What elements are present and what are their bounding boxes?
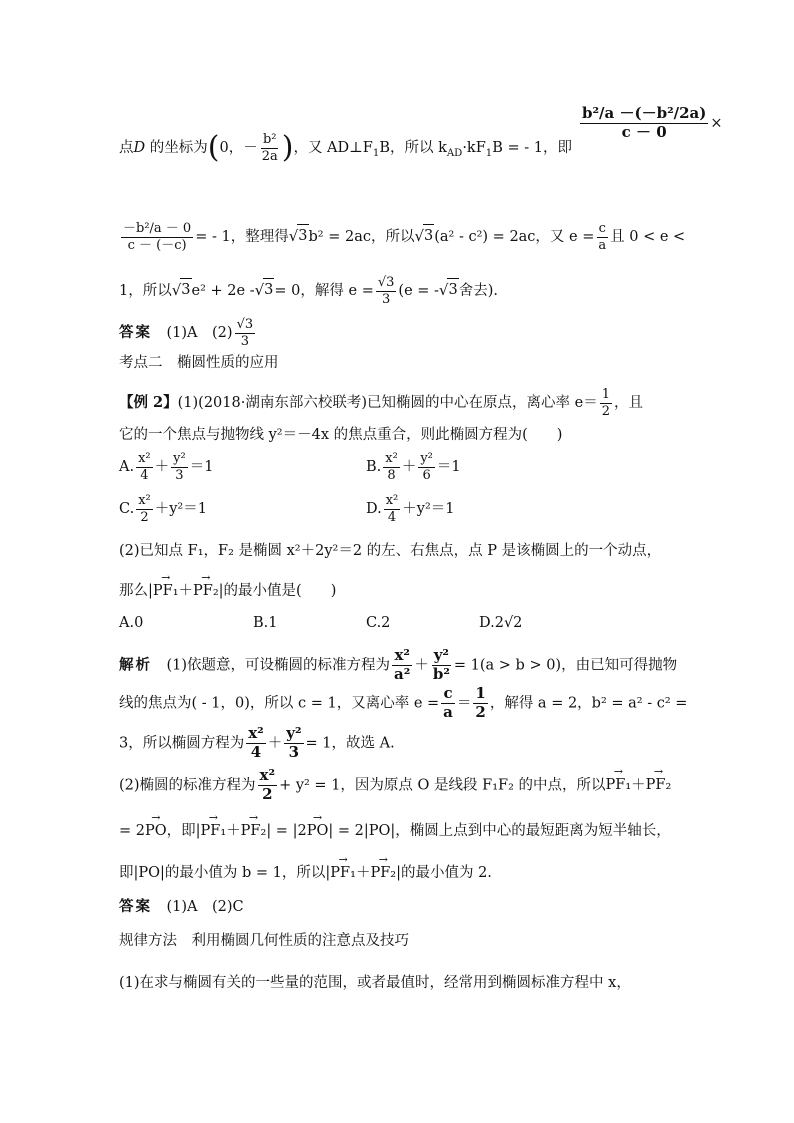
slope-fraction — [578, 106, 723, 141]
text: | = |2 — [266, 823, 307, 839]
text: b² = 2ac，所以 — [308, 229, 415, 246]
text: = 2 — [119, 823, 145, 839]
text: = 0，解得 e = — [274, 283, 374, 300]
text: ，又 AD⊥F — [293, 140, 373, 157]
text: ，即| — [166, 823, 201, 839]
text: e² + 2e - — [191, 283, 255, 300]
fraction: $\frac{c}{a}$ — [443, 684, 453, 721]
text: (1)依题意，可设椭圆的标准方程为 — [166, 657, 391, 674]
fraction: $\frac{\text{x²}}{8}$ — [385, 451, 398, 483]
example-2-line-1 — [119, 388, 734, 418]
option-b[interactable]: B. $\frac{\text{x²}}{8}$ ＋ $\frac{\text{y²}}{6}$ ＝1 — [366, 451, 461, 483]
text: 点 — [119, 140, 134, 157]
sqrt-3: √ 3 — [255, 278, 275, 301]
fraction: $\frac{\text{y²}}{3}$ — [173, 451, 186, 483]
vector-po: → PO — [307, 814, 329, 842]
text: (2)C — [212, 899, 244, 915]
text: ＋ — [178, 583, 194, 599]
vector-po: → PO — [145, 814, 167, 842]
solution-part-1-line-3: 3，所以椭圆方程为 $\frac{\text{x²}}{4}$ ＋ $\frac{\text{y²}}{3}$ = 1，故选 A. — [119, 724, 395, 761]
sqrt-3: √ 3 — [414, 224, 434, 247]
text: 即|PO|的最小值为 b = 1，所以| — [119, 865, 331, 881]
text: + y² = 1，因为原点 O 是线段 F₁F₂ 的中点，所以 — [279, 777, 606, 794]
solution-part-2-line-3: 即|PO|的最小值为 b = 1，所以|→ PF₁＋→ PF₂|的最小值为 2. — [119, 856, 734, 884]
vector-pf1: → PF₁ — [201, 814, 227, 842]
solution-part-1-line-1: 解析 (1)依题意，可设椭圆的标准方程为 $\frac{\text{x²}}{\text{a²}}$ ＋ $\frac{\text{y²}}{\text{b²}}$ = 1(a > b > 0)，由已知可得抛物 — [119, 646, 678, 683]
text: |的最小值是( ) — [218, 583, 337, 599]
option-d[interactable]: D. $\frac{\text{x²}}{4}$ ＋y²＝1 — [366, 493, 455, 525]
option-label: B. — [366, 459, 382, 476]
fraction: $\frac{\text{x²}}{2}$ — [259, 766, 276, 803]
method-paragraph: (1)在求与椭圆有关的一些量的范围，或者最值时，经常用到椭圆标准方程中 x， — [119, 975, 631, 991]
text: | = 2|PO|，椭圆上点到中心的最短距离为短半轴长， — [328, 823, 671, 839]
text: (e = - — [398, 283, 439, 300]
text: = - 1，整理得 — [195, 229, 289, 246]
vector-pf2: → PF₂ — [370, 856, 396, 884]
option-2b[interactable]: B.1 — [253, 615, 278, 631]
text: ，解得 a = 2，b² = a² - c² = — [489, 695, 688, 712]
text: 的坐标为 — [145, 140, 208, 157]
example-2-part-2: (2)已知点 F₁，F₂ 是椭圆 x²＋2y²＝2 的左、右焦点，点 P 是该椭圆上的一个动点， — [119, 543, 662, 559]
text: D — [133, 140, 146, 157]
fraction-slope: $\frac{\text{b²/a －(－b²/2a)}}{c - 0}$ — [582, 104, 707, 141]
fraction-c-over-a: $\frac{c}{a}$ — [598, 221, 607, 253]
fraction-slope-2: $\frac{\text{－b²/a － 0}}{c - (-c)}$ — [123, 221, 192, 253]
option-2d[interactable]: D.2√2 — [479, 615, 523, 631]
solution-line-2 — [119, 222, 734, 252]
fraction: $\frac{\text{y²}}{3}$ — [286, 724, 302, 761]
solution-part-2-line-2: = 2→ PO，即|→ PF₁＋→ PF₂| = |2→ PO| = 2|PO|，椭圆上点到中心的最短距离为短半轴长， — [119, 814, 734, 842]
text: (a² - c²) = 2ac，又 e = — [434, 229, 595, 246]
answer-2 — [119, 896, 734, 918]
vector-pf1: → PF₁ — [606, 768, 632, 796]
fraction: $\frac{\text{x²}}{4}$ — [385, 493, 399, 525]
answer-1 — [119, 318, 734, 348]
fraction: $\frac{\text{x²}}{2}$ — [138, 493, 151, 525]
example-label: 【例 2】 — [119, 394, 178, 412]
option-a[interactable]: A. $\frac{\text{x²}}{4}$ ＋ $\frac{\text{y²}}{3}$ ＝1 — [119, 451, 214, 483]
option-c[interactable]: C. $\frac{\text{x²}}{2}$ ＋y²＝1 — [119, 493, 207, 525]
vector-pf1: → PF₁ — [153, 574, 179, 602]
text: × — [710, 115, 723, 132]
text: (1)(2018·湖南东部六校联考)已知椭圆的中心在原点，离心率 e＝ — [177, 395, 598, 412]
example-2-part-2-line-2 — [119, 574, 734, 602]
text: (1)A — [166, 899, 198, 915]
sqrt-3: √ 3 — [172, 278, 192, 301]
option-label: D. — [366, 501, 382, 518]
text: (2)椭圆的标准方程为 — [119, 777, 256, 794]
text: 线的焦点为( - 1，0)，所以 c = 1，又离心率 e = — [119, 695, 440, 712]
solution-part-2-line-1: (2)椭圆的标准方程为 $\frac{\text{x²}}{2}$ + y² = 1，因为原点 O 是线段 F₁F₂ 的中点，所以→ PF₁＋→ PF₂ — [119, 768, 734, 803]
text: B = - 1，即 — [492, 140, 572, 157]
fraction-1-over-2: $\frac{1}{2}$ — [601, 387, 610, 419]
text: ，且 — [613, 395, 643, 412]
text: 3，所以椭圆方程为 — [119, 735, 245, 752]
option-label: A. — [119, 459, 135, 476]
vector-pf2: → PF₂ — [241, 814, 267, 842]
vector-pf1: → PF₁ — [330, 856, 356, 884]
solution-part-1-line-2: 线的焦点为( - 1，0)，所以 c = 1，又离心率 e = $\frac{c}{a}$ ＝ $\frac{1}{2}$ ，解得 a = 2，b² = a² - c² = — [119, 684, 688, 721]
vector-pf2: → PF₂ — [193, 574, 219, 602]
fraction: $\frac{\text{x²}}{4}$ — [248, 724, 264, 761]
fraction-b2-over-2a: $\frac{\text{b²}}{2a}$ — [261, 132, 278, 164]
fraction: $\frac{\text{y²}}{6}$ — [420, 451, 433, 483]
option-2a[interactable]: A.0 — [119, 615, 144, 631]
text: (1)A — [166, 325, 198, 342]
text: ·kF — [462, 140, 486, 157]
section-heading: 考点二 椭圆性质的应用 — [119, 355, 279, 371]
text: 1，所以 — [119, 283, 172, 300]
text: = 1(a > b > 0)，由已知可得抛物 — [453, 657, 678, 674]
solution-label: 解析 — [119, 656, 152, 674]
sqrt-3: √ 3 — [439, 278, 459, 301]
fraction-sqrt3-over-3: $\frac{√3}{3}$ — [236, 317, 254, 349]
answer-label: 答案 — [119, 324, 152, 342]
sqrt-3: √ 3 — [289, 224, 309, 247]
solution-line-1: 点D 的坐标为(0，－ $\frac{\text{b²}}{2a}$ )，又 $AD\perp F_1B$，所以 $k_{AD}\cdot kF_1B$ = - 1，即 — [119, 130, 572, 166]
solution-line-3 — [119, 276, 734, 306]
vector-pf2: → PF₂ — [646, 768, 672, 796]
fraction: $\frac{\text{x²}}{4}$ — [138, 451, 151, 483]
text: B，所以 k — [379, 140, 447, 157]
answer-label: 答案 — [119, 898, 152, 915]
method-heading: 规律方法 利用椭圆几何性质的注意点及技巧 — [119, 933, 409, 949]
text: 舍去). — [458, 283, 498, 300]
text: (2) — [212, 325, 233, 342]
fraction: $\frac{\text{x²}}{\text{a²}}$ — [394, 646, 411, 683]
text: 那么| — [119, 583, 153, 599]
text: |的最小值为 2. — [396, 865, 492, 881]
fraction-sqrt3-over-3: $\frac{√3}{3}$ — [377, 275, 395, 307]
option-label: C. — [119, 501, 135, 518]
example-2-line-2: 它的一个焦点与抛物线 y²＝－4x 的焦点重合，则此椭圆方程为( ) — [119, 427, 563, 443]
paren: ( — [207, 130, 220, 166]
text: = 1，故选 A. — [305, 735, 395, 752]
option-2c[interactable]: C.2 — [366, 615, 391, 631]
text: AD — [446, 148, 463, 160]
fraction: $\frac{1}{2}$ — [475, 684, 486, 721]
text: 且 0 < e < — [610, 229, 686, 246]
fraction: $\frac{\text{y²}}{\text{b²}}$ — [432, 646, 450, 683]
paren: ) — [281, 130, 294, 166]
